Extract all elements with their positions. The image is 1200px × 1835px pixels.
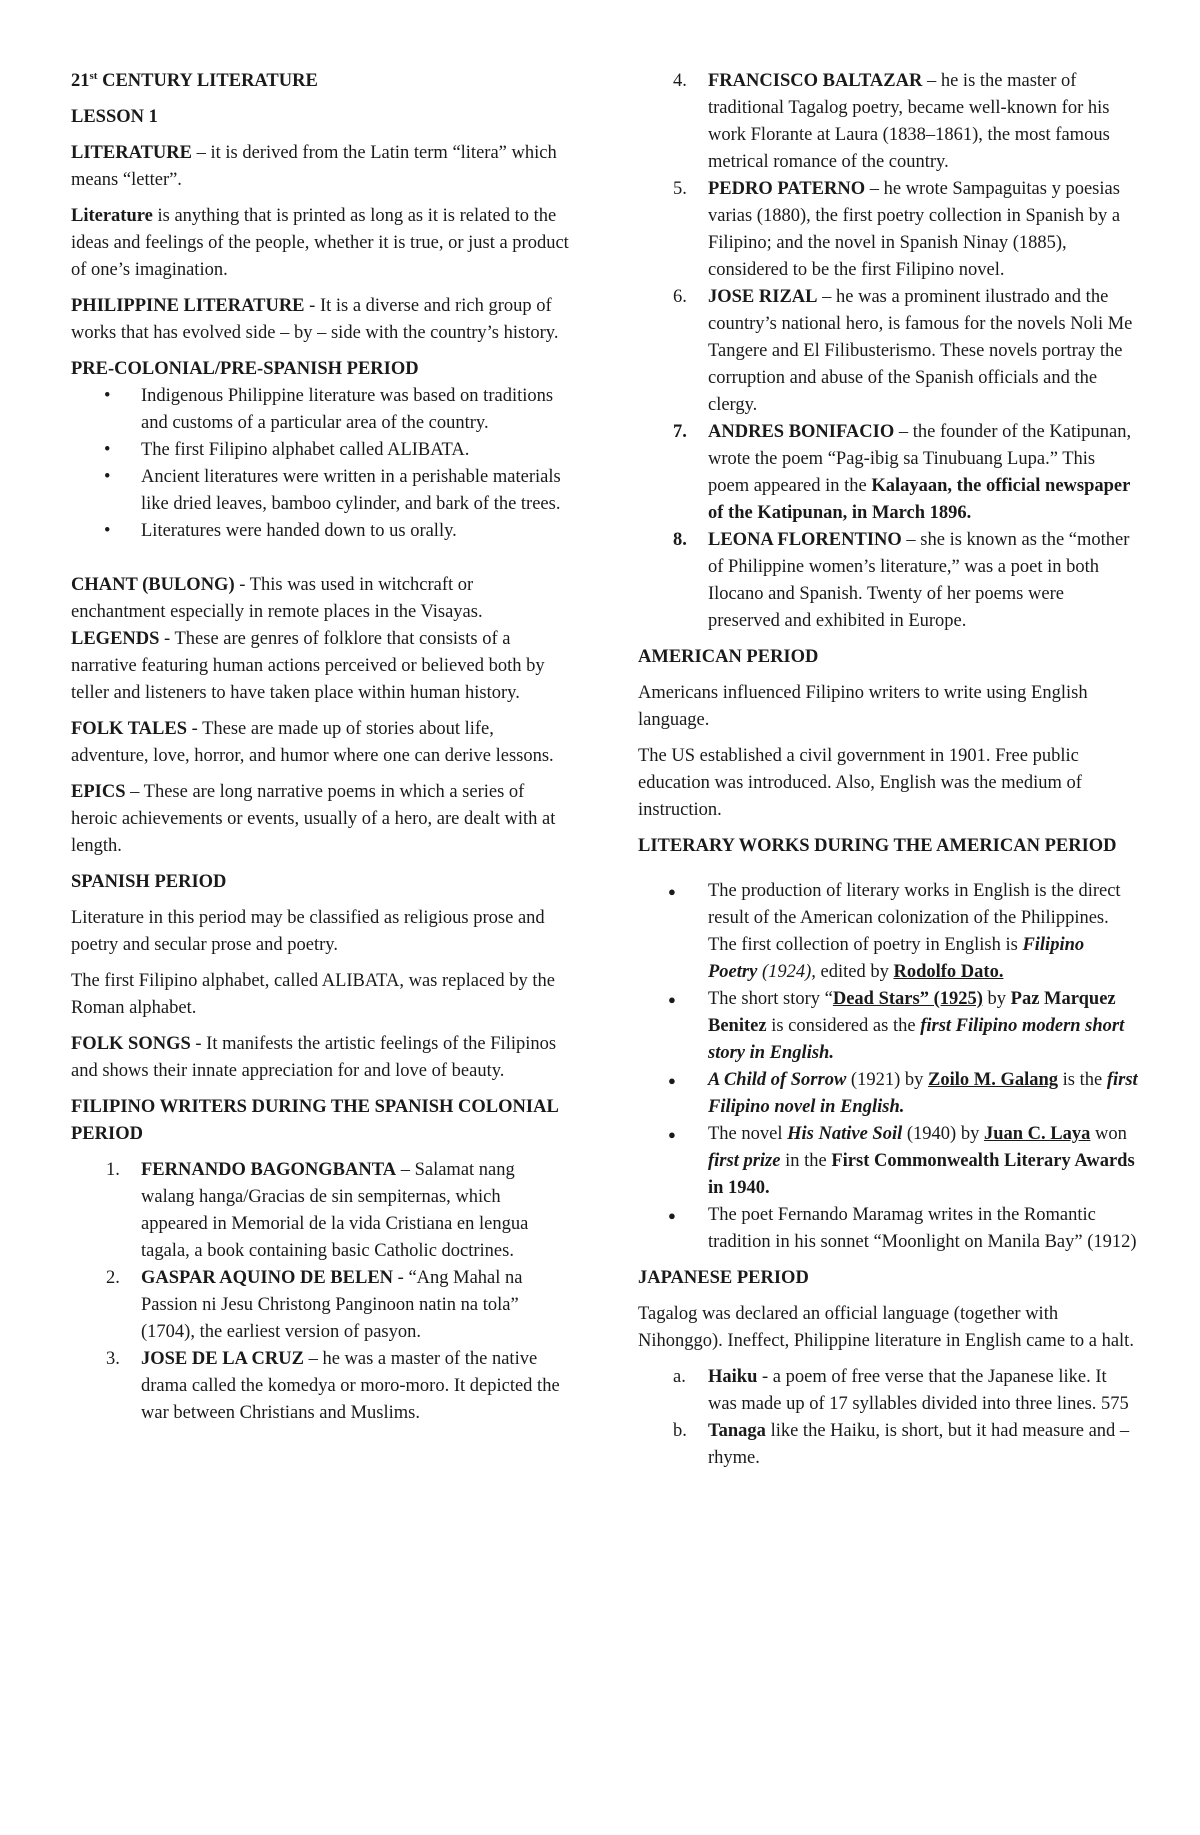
- folk-songs-definition: FOLK SONGS - It manifests the artistic feelings of the Filipinos and shows their innate appreciation for and love of beauty.: [71, 1034, 557, 1081]
- folk-tales-definition: FOLK TALES - These are made up of stories about life, adventure, love, horror, and humor where one can derive lessons.: [71, 719, 554, 766]
- japanese-paragraph: Tagalog was declared an official language (together with Nihonggo). Ineffect, Philippine literature in English came to a halt.: [638, 1304, 1134, 1351]
- list-item: ● The production of literary works in English is the direct result of the American colonization of the Philippines. The first collection of poetry in English is Filipino Poetry (1924), edited by Rodolfo Dato.: [638, 878, 1138, 986]
- list-item: 2. GASPAR AQUINO DE BELEN - “Ang Mahal na Passion ni Jesu Christong Panginoon natin na tola” (1704), the earliest version of pasyon.: [106, 1268, 523, 1342]
- left-column: [71, 68, 571, 1436]
- american-paragraph-2: The US established a civil government in 1901. Free public education was introduced. Also, English was the medium of instruction.: [638, 746, 1082, 820]
- list-item: • The first Filipino alphabet called ALIBATA.: [71, 437, 571, 464]
- list-item: b. Tanaga like the Haiku, is short, but it had measure and – rhyme.: [673, 1421, 1130, 1468]
- spanish-period-heading: SPANISH PERIOD: [71, 872, 227, 892]
- japanese-period-heading: JAPANESE PERIOD: [638, 1268, 809, 1288]
- writers-list-part-1: [71, 1157, 571, 1427]
- writers-heading: FILIPINO WRITERS DURING THE SPANISH COLONIAL PERIOD: [71, 1097, 558, 1144]
- writers-list-part-2: [638, 68, 1138, 635]
- list-item: • Literatures were handed down to us orally.: [71, 518, 571, 545]
- spanish-paragraph-1: Literature in this period may be classified as religious prose and poetry and secular prose and poetry.: [71, 908, 545, 955]
- list-item: • Ancient literatures were written in a perishable materials like dried leaves, bamboo cylinder, and bark of the trees.: [71, 464, 571, 518]
- list-item: 7. ANDRES BONIFACIO – the founder of the Katipunan, wrote the poem “Pag-ibig sa Tinubuang Lupa.” This poem appeared in the Kalayaan, the official newspaper of the Katipunan, in March 1896.: [673, 422, 1132, 523]
- list-item: ● The novel His Native Soil (1940) by Juan C. Laya won first prize in the First Commonwealth Literary Awards in 1940.: [638, 1121, 1138, 1202]
- list-item: a. Haiku - a poem of free verse that the Japanese like. It was made up of 17 syllables divided into three lines. 575: [673, 1367, 1129, 1414]
- list-item: 6. JOSE RIZAL – he was a prominent ilustrado and the country’s national hero, is famous for the novels Noli Me Tangere and El Filibusterismo. These novels portray the corruption and abuse of the Spanish officials and the clergy.: [673, 287, 1133, 415]
- list-item: 8. LEONA FLORENTINO – she is known as the “mother of Philippine women’s literature,” was a poet in both Ilocano and Spanish. Twenty of her poems were preserved and exhibited in Europe.: [673, 530, 1130, 631]
- legends-definition: LEGENDS - These are genres of folklore that consists of a narrative featuring human actions perceived or believed both by teller and listeners to have taken place within human history.: [71, 629, 545, 703]
- literary-works-heading: LITERARY WORKS DURING THE AMERICAN PERIOD: [638, 836, 1117, 856]
- list-item: 3. JOSE DE LA CRUZ – he was a master of the native drama called the komedya or moro-moro. It depicted the war between Christians and Muslims.: [106, 1349, 560, 1423]
- list-item: • Indigenous Philippine literature was based on traditions and customs of a particular area of the country.: [71, 383, 571, 437]
- list-item: ● The poet Fernando Maramag writes in the Romantic tradition in his sonnet “Moonlight on Manila Bay” (1912): [638, 1202, 1138, 1256]
- list-item: ● A Child of Sorrow (1921) by Zoilo M. Galang is the first Filipino novel in English.: [638, 1067, 1138, 1121]
- list-item: ● The short story “Dead Stars” (1925) by Paz Marquez Benitez is considered as the first Filipino modern short story in English.: [638, 986, 1138, 1067]
- japanese-forms-list: [638, 1364, 1138, 1472]
- chant-definition: CHANT (BULONG) - This was used in witchcraft or enchantment especially in remote places in the Visayas.: [71, 575, 483, 622]
- lesson-heading: LESSON 1: [71, 107, 158, 127]
- literature-definition: LITERATURE – it is derived from the Latin term “litera” which means “letter”.: [71, 143, 557, 190]
- epics-definition: EPICS – These are long narrative poems in which a series of heroic achievements or events, usually of a hero, are dealt with at length.: [71, 782, 556, 856]
- spanish-paragraph-2: The first Filipino alphabet, called ALIBATA, was replaced by the Roman alphabet.: [71, 971, 556, 1018]
- list-item: 5. PEDRO PATERNO – he wrote Sampaguitas y poesias varias (1880), the first poetry collection in Spanish by a Filipino; and the novel in Spanish Ninay (1885), considered to be the first Filipino novel.: [673, 179, 1121, 280]
- precolonial-heading: PRE-COLONIAL/PRE-SPANISH PERIOD: [71, 359, 419, 379]
- right-column: [638, 68, 1138, 1481]
- literature-paragraph: Literature is anything that is printed as long as it is related to the ideas and feelings of the people, whether it is true, or just a product of one’s imagination.: [71, 206, 569, 280]
- list-item: 4. FRANCISCO BALTAZAR – he is the master of traditional Tagalog poetry, became well-known for his work Florante at Laura (1838–1861), the most famous metrical romance of the country.: [673, 71, 1110, 172]
- document-title: 21st CENTURY LITERATURE: [71, 69, 318, 91]
- literary-works-list: [638, 878, 1138, 1256]
- american-paragraph-1: Americans influenced Filipino writers to write using English language.: [638, 683, 1088, 730]
- precolonial-bullet-list: [71, 383, 571, 545]
- american-period-heading: AMERICAN PERIOD: [638, 647, 819, 667]
- list-item: 1. FERNANDO BAGONGBANTA – Salamat nang walang hanga/Gracias de sin sempiternas, which appeared in Memorial de la vida Cristiana en lengua tagala, a book containing basic Catholic doctrines.: [106, 1160, 529, 1261]
- philippine-literature-definition: PHILIPPINE LITERATURE - It is a diverse and rich group of works that has evolved side – by – side with the country’s history.: [71, 296, 559, 343]
